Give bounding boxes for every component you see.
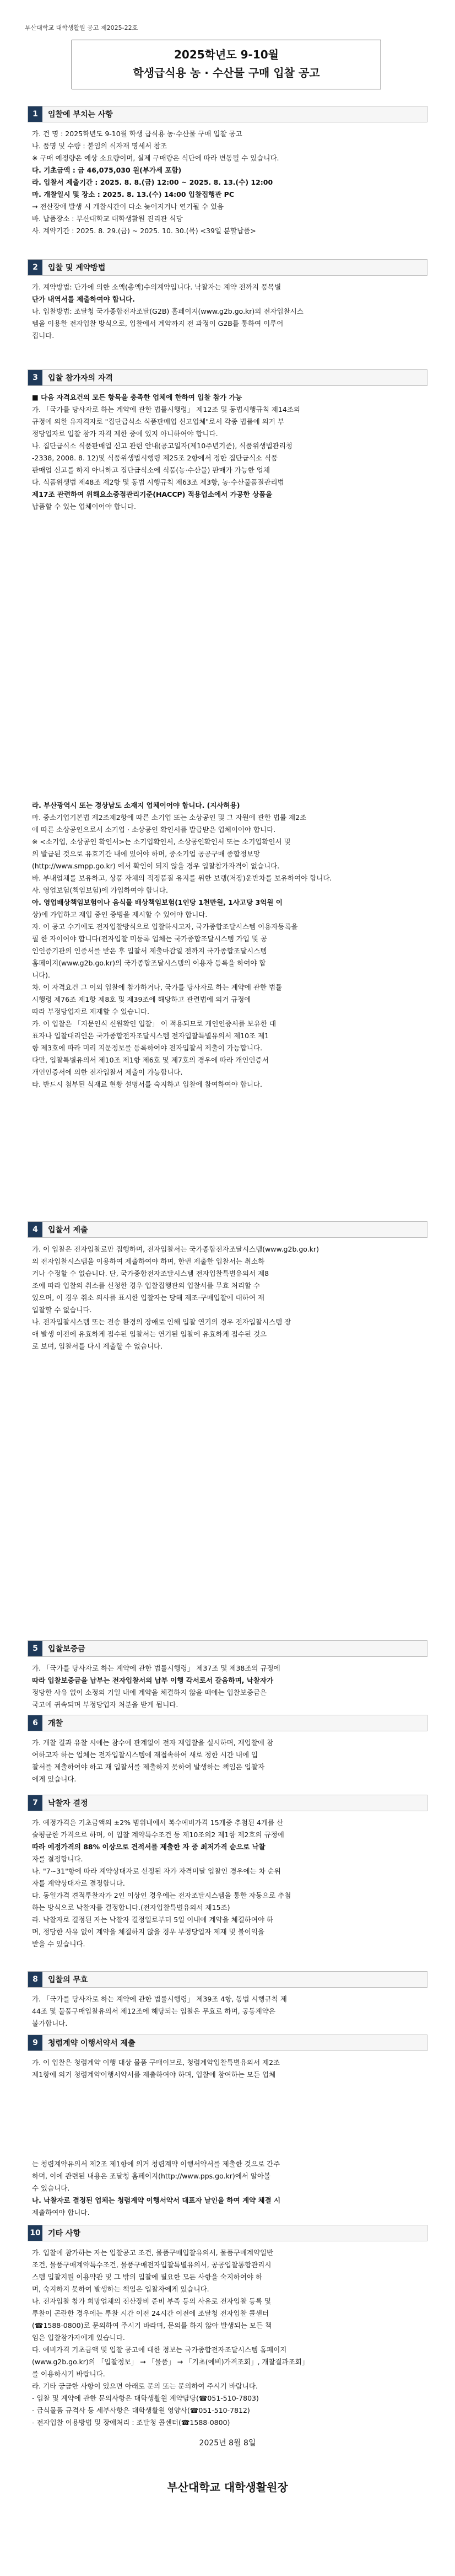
text-line: 는 청렴계약유의서 제2조 제1항에 의거 청렴계약 이행서약서를 제출한 것으로 간주 xyxy=(32,2160,280,2168)
text-line: 라. 기타 궁금한 사항이 있으면 아래로 문의 또는 문의하여 주시기 바랍니다. xyxy=(32,2382,258,2390)
text-line: 며, 숙지하지 못하여 발생하는 책임은 입찰자에게 있습니다. xyxy=(32,2285,209,2293)
section-number: 4 xyxy=(28,1222,42,1237)
text-line: 항 제3호에 따라 미리 지문정보를 등록하여야 전자입찰서 제출이 가능합니다. xyxy=(32,1044,263,1052)
text-line: 가. 개찰 결과 유찰 시에는 참수에 관계없이 전자 재입찰을 실시하며, 재입찰에 참 xyxy=(32,1738,274,1747)
blank-space xyxy=(32,513,427,799)
section-body xyxy=(28,1993,427,2030)
text-line: (☎1588-0800)로 문의하여 주시기 바라며, 문의를 하지 않아 발생되는 모든 책 xyxy=(32,2321,272,2330)
text-line: 홈페이지(www.g2b.go.kr)의 국가종합조달시스템의 이용자 등록을 하여야 합 xyxy=(32,959,266,967)
section-number: 8 xyxy=(28,1972,42,1987)
section-3 xyxy=(28,369,427,1091)
text-line: 찰서를 제출하여야 하고 재 입찰서를 제출하지 못하여 발생하는 책임은 입찰자 xyxy=(32,1763,265,1771)
text-line: 다. 예비가격 기초금액 및 입찰 공고에 대한 정보는 국가종합전자조달시스템 홈페이지 xyxy=(32,2346,287,2354)
section-body xyxy=(28,281,427,342)
text-line: 하는 방식으로 낙찰자를 결정합니다.(전자입찰특별유의서 제15조) xyxy=(32,1903,230,1912)
text-line: 상)에 가입하고 재입 중인 증빙을 제시할 수 있어야 합니다. xyxy=(32,910,208,919)
section-title: 청렴계약 이행서약서 제출 xyxy=(48,2039,136,2048)
section-title: 입찰에 부치는 사항 xyxy=(48,110,113,119)
text-line: 타. 반드시 첨부된 식재료 현황 설명서를 숙지하고 입찰에 참여하여야 합니다. xyxy=(32,1080,263,1088)
text-line: 단가 내역서를 제출하여야 합니다. xyxy=(32,295,135,303)
section-number: 10 xyxy=(28,2225,42,2241)
text-line: 마. 개찰일시 및 장소 : 2025. 8. 13.(수) 14:00 입찰집행관 PC xyxy=(32,190,234,198)
section-number: 6 xyxy=(28,1715,42,1731)
text-line: 표자나 입찰대리인은 국가종합전자조달시스템 전자입찰특별유의서 제10조 제1 xyxy=(32,1032,269,1040)
section-7 xyxy=(28,1795,427,1950)
section-number: 3 xyxy=(28,370,42,385)
text-line: 템을 이용한 전자입찰 방식으로, 입찰에서 계약까지 전 과정이 G2B를 통하여 이루어 xyxy=(32,319,284,328)
text-line: 나. 전자입찰시스템 또는 전송 환경의 장애로 인해 입찰 연기의 경우 전자입찰시스템 장 xyxy=(32,1318,291,1326)
text-line: 며, 정당한 사유 없이 계약을 체결하지 않을 경우 부정당업자 제재 및 불이익을 xyxy=(32,1928,265,1936)
text-line: 의 발급된 것으로 유효기간 내에 있어야 하며, 중소기업 공공구매 종합정보망 xyxy=(32,850,261,858)
text-line: 44조 및 물품구매입찰유의서 제12조에 해당되는 입찰은 무효로 하며, 공동계약은 xyxy=(32,2007,275,2015)
text-line: 가. 입찰에 참가하는 자는 입찰공고 조건, 물품구매입찰유의서, 물품구매계약일반 xyxy=(32,2248,274,2257)
section-header xyxy=(28,369,427,386)
text-line: 여하고자 하는 업체는 전자입찰시스템에 재접속하여 새로 정한 시간 내에 입 xyxy=(32,1751,258,1759)
text-line: 다만, 입찰특별유의서 제10조 제1항 제6호 및 제7호의 경우에 따라 개인인증서 xyxy=(32,1056,269,1064)
text-line: 불가합니다. xyxy=(32,2019,68,2027)
text-line: 있으며, 이 경우 취소 의사를 표시한 입찰자는 당해 제조·구매입찰에 대하여 재 xyxy=(32,1294,265,1302)
text-line: 집니다. xyxy=(32,331,55,340)
section-title: 낙찰자 결정 xyxy=(48,1799,88,1808)
section-header xyxy=(28,106,427,122)
text-line: 가. 이 입찰은 청렴계약 이행 대상 물품 구매이므로, 청렴계약입찰특별유의서 제2조 xyxy=(32,2058,280,2067)
section-header xyxy=(28,1640,427,1657)
text-line: 임은 입찰참가자에게 있습니다. xyxy=(32,2333,125,2342)
section-title: 기타 사항 xyxy=(48,2229,80,2238)
text-line: 마. 중소기업기본법 제2조제2항에 따른 소기업 또는 소상공인 및 그 자원에 관한 법률 제2조 xyxy=(32,813,307,822)
section-body xyxy=(28,1737,427,1785)
section-title: 입찰보증금 xyxy=(48,1645,85,1654)
text-line: 제출하여야 합니다. xyxy=(32,2208,90,2217)
section-body xyxy=(28,2057,427,2219)
title-box xyxy=(72,40,381,89)
text-line: 하며, 이에 관련된 내용은 조달청 홈페이지(http://www.pps.go.kr)에서 알아볼 xyxy=(32,2172,271,2180)
text-line: 제17조 관련하여 위해요소중점관리기준(HACCP) 적용업소에서 가공한 상품을 xyxy=(32,490,273,498)
section-10 xyxy=(28,2225,427,2429)
text-line: ※ 구매 예정량은 예상 소요량이며, 실제 구매량은 식단에 따라 변동될 수 있습니다. xyxy=(32,154,279,162)
section-header xyxy=(28,1971,427,1988)
section-header xyxy=(28,2035,427,2051)
text-line: 에 따른 소상공인으로서 소기업 · 소상공인 확인서를 발급받은 업체이어야 합니다. xyxy=(32,825,276,834)
text-line: 사. 계약기간 : 2025. 8. 29.(금) ~ 2025. 10. 30.(목) <39일 분할납품> xyxy=(32,227,256,235)
section-6 xyxy=(28,1715,427,1785)
notice-date: 2025년 8월 8일 xyxy=(199,2439,256,2448)
text-line: 규정에 의한 유자격자로 "집단급식소 식품판매업 신고업체"로서 각종 법률에 의거 부 xyxy=(32,417,284,426)
text-line: 나. 집단급식소 식품판매업 신고 관련 안내(공고일자(제10주년기준), 식품위생법관리청 xyxy=(32,442,292,450)
section-header xyxy=(28,2225,427,2241)
text-line: 조에 따라 입찰의 취소를 신청한 경우 입찰집행관의 입찰서를 무효 처리할 수 xyxy=(32,1281,261,1290)
section-9 xyxy=(28,2035,427,2219)
text-line: 나. "7~31"항에 따라 계약상대자로 선정된 자가 자격미달 입찰인 경우에는 차 순위 xyxy=(32,1867,281,1875)
text-line: 라. 입찰서 제출기간 : 2025. 8. 8.(금) 12:00 ~ 2025. 8. 13.(수) 12:00 xyxy=(32,178,273,186)
text-line: 다. 동일가격 견적투찰자가 2인 이상인 경우에는 전자조달시스템을 통한 자동으로 추첨 xyxy=(32,1891,291,1899)
text-line: 다. 식품위생법 제48조 제2항 및 동법 시행규칙 제63조 제3항, 농·수산물품질관리법 xyxy=(32,478,284,486)
text-line: 를 이용하시기 바랍니다. xyxy=(32,2370,105,2378)
section-header xyxy=(28,1221,427,1238)
text-line: 나. 품명 및 수량 : 붙임의 식자재 명세서 참조 xyxy=(32,142,167,150)
text-line: 납품할 수 있는 업체이어야 합니다. xyxy=(32,502,136,511)
text-line: 인인증기관의 인증서를 받은 후 입찰서 제출마감일 전까지 국가종합조달시스템 xyxy=(32,947,267,955)
section-title: 입찰서 제출 xyxy=(48,1226,88,1235)
text-line: 제1항에 의거 청렴계약이행서약서를 제출하여야 하며, 입찰에 참여하는 모든 업체 xyxy=(32,2070,276,2079)
text-line: 가. 「국가를 당사자로 하는 계약에 관한 법률시행령」 제39조 4항, 동법 시행규칙 제 xyxy=(32,1995,287,2003)
section-header xyxy=(28,1715,427,1731)
section-body xyxy=(28,2247,427,2429)
text-line: 에게 있습니다. xyxy=(32,1775,77,1783)
text-line: 바. 납품장소 : 부산대학교 대학생활원 진리관 식당 xyxy=(32,214,183,223)
text-line: 가. 이 입찰은 전자입찰로만 집행하며, 전자입찰서는 국가종합전자조달시스템(www.g2b.go.kr) xyxy=(32,1245,319,1253)
section-number: 2 xyxy=(28,260,42,275)
section-2 xyxy=(28,259,427,342)
text-line: 바. 부내업체를 보유하고, 상품 자체의 적정품질 유지를 위한 보랭(저장)운반차를 보유하여야 합니다. xyxy=(32,874,332,882)
text-line: ■ 다음 자격요건의 모든 항목을 충족한 업체에 한하여 입찰 참가 가능 xyxy=(32,393,242,401)
text-line: 국고에 귀속되며 부정당업자 처분을 받게 됩니다. xyxy=(32,1700,178,1709)
text-line: 필 한 자이어야 합니다(전자입찰 미등록 업체는 국가종합조달시스템 가입 및 공 xyxy=(32,935,268,943)
title-line-1: 2025학년도 9-10월 xyxy=(174,48,279,61)
text-line: (www.g2b.go.kr)의 「입찰정보」 → 「물품」 → 「기초(예비)가격조회」, 개찰결과조회」 xyxy=(32,2358,309,2366)
text-line: 가. 계약방법: 단가에 의한 소액(총액)수의계약입니다. 낙찰자는 계약 전까지 품목별 xyxy=(32,283,281,291)
text-line: 가. 예정가격은 기초금액의 ±2% 범위내에서 복수예비가격 15개중 추첨된 4개를 산 xyxy=(32,1818,284,1827)
section-title: 입찰 및 계약방법 xyxy=(48,264,106,272)
text-line: 라. 낙찰자로 결정된 자는 낙찰자 결정일로부터 5일 이내에 계약을 체결하여야 하 xyxy=(32,1915,274,1924)
section-body xyxy=(28,128,427,237)
text-line: 사. 영업보험(책임보험)에 가입하여야 합니다. xyxy=(32,886,168,894)
text-line: - 급식물품 규격사 등 세부사항은 대학생활원 영양사(☎051-510-7812) xyxy=(32,2406,250,2414)
text-line: 나. 낙찰자로 결정된 업체는 청렴계약 이행서약서 대표자 날인을 하여 계약 체결 시 xyxy=(32,2196,281,2204)
text-line: 투찰이 곤란한 경우에는 투찰 시간 이전 24시간 이전에 조달청 전자입찰 콜센터 xyxy=(32,2309,269,2317)
section-header xyxy=(28,1795,427,1811)
section-title: 개찰 xyxy=(48,1719,63,1728)
text-line: - 전자입찰 이용방법 및 장애처리 : 조달청 콜센터(☎1588-0800) xyxy=(32,2418,230,2427)
section-body xyxy=(28,1243,427,1353)
text-line: 받을 수 있습니다. xyxy=(32,1940,85,1948)
text-line: 입찰할 수 없습니다. xyxy=(32,1306,92,1314)
signer: 부산대학교 대학생활원장 xyxy=(167,2481,288,2494)
section-number: 7 xyxy=(28,1795,42,1811)
section-body xyxy=(28,1817,427,1950)
text-line: - 입찰 및 계약에 관한 문의사항은 대학생활원 계약담당(☎051-510-7803) xyxy=(32,2394,259,2402)
section-5 xyxy=(28,1640,427,1711)
text-line: 카. 이 입찰은 「지문인식 신원확인 입찰」 이 적용되므로 개인인증서를 보유한 대 xyxy=(32,1019,277,1028)
text-line: 차. 이 자격요건 그 이외 입찰에 참가하거나, 국가를 당사자로 하는 계약에 관한 법률 xyxy=(32,983,283,991)
text-line: 라. 부산광역시 또는 경상남도 소재지 업체이어야 합니다. (지사허용) xyxy=(32,801,240,809)
text-line: 정당한 사유 없이 소정의 기일 내에 계약을 체결하지 않을 때에는 입찰보증금은 xyxy=(32,1688,267,1697)
text-line: 거나 수정할 수 없습니다. 단, 국가종합전자조달시스템 전자입찰특별유의서 제8 xyxy=(32,1269,269,1278)
text-line: → 전산장애 발생 시 개찰시간이 다소 늦어지거나 연기될 수 있음 xyxy=(32,202,224,211)
text-line: 애 발생 이전에 유효하게 접수된 입찰서는 연기된 입찰에 유효하게 접수된 것으 xyxy=(32,1330,267,1338)
section-title: 입찰의 무효 xyxy=(48,1976,88,1984)
text-line: 아. 영업배상책임보험이나 음식물 배상책임보험(1인당 1천만원, 1사고당 3억원 이 xyxy=(32,898,283,906)
text-line: (http://www.smpp.go.kr) 에서 확인이 되지 않을 경우 입찰참가자격이 없습니다. xyxy=(32,862,280,870)
text-line: 따라 입찰보증금을 납부는 전자입찰서의 납부 이행 각서로서 갈음하며, 낙찰자가 xyxy=(32,1676,274,1684)
blank-space xyxy=(32,2081,427,2158)
text-line: 의 전자입찰시스템을 이용하여 제출하여야 하며, 한번 제출한 입찰서는 취소하 xyxy=(32,1257,265,1265)
section-number: 5 xyxy=(28,1641,42,1656)
text-line: 자를 계약상대자로 결정합니다. xyxy=(32,1879,125,1887)
text-line: 가. 건 명 : 2025학년도 9-10월 학생 급식용 농·수산물 구매 입찰 공고 xyxy=(32,130,242,138)
section-header xyxy=(28,259,427,276)
text-line: 자. 이 공고 수기에도 전자입찰방식으로 입찰하시고자, 국가종합조달시스템 이용자등록을 xyxy=(32,922,298,931)
text-line: 로 보며, 입찰서를 다시 제출할 수 없습니다. xyxy=(32,1342,163,1350)
section-number: 9 xyxy=(28,2035,42,2051)
text-line: 조건, 물품구매계약특수조건, 물품구매전자입찰특별유의서, 공공입찰통합관리시 xyxy=(32,2261,272,2269)
section-body xyxy=(28,391,427,1091)
text-line: 정당업자로 입찰 참가 자격 제한 중에 있지 아니하여야 합니다. xyxy=(32,430,218,438)
section-number: 1 xyxy=(28,106,42,122)
notice-number: 부산대학교 대학생활원 공고 제2025-22호 xyxy=(25,24,138,31)
section-body xyxy=(28,1662,427,1711)
section-4 xyxy=(28,1221,427,1353)
text-line: 다. 기초금액 : 금 46,075,030 원(부가세 포함) xyxy=(32,166,182,174)
text-line: ※ <소기업, 소상공인 확인서>는 소기업확인서, 소상공인확인서 또는 소기업확인서 및 xyxy=(32,838,291,846)
text-line: 개인인증서에 의한 전자입찰서 제출이 가능합니다. xyxy=(32,1068,183,1076)
text-line: 따라 부정당업자로 제재할 수 있습니다. xyxy=(32,1007,150,1016)
text-line: 술평균한 가격으로 하며, 이 입찰 계약특수조건 등 제10조의2 제1항 제2호의 규정에 xyxy=(32,1831,284,1839)
text-line: 나. 전자입찰 참가 희망업체의 전산장비 준비 부족 등의 사유로 전자입찰 등록 및 xyxy=(32,2297,272,2305)
text-line: 시행령 제76조 제1항 제8호 및 제39조에 해당하고 관련법에 의거 규정에 xyxy=(32,995,251,1003)
text-line: 가. 「국가를 당사자로 하는 계약에 관한 법률시행령」 제12조 및 동법시행규칙 제14조의 xyxy=(32,405,300,414)
section-1 xyxy=(28,106,427,237)
title-line-2: 학생급식용 농 · 수산물 구매 입찰 공고 xyxy=(133,66,320,79)
text-line: 자를 결정합니다. xyxy=(32,1855,83,1863)
section-title: 입찰 참가자의 자격 xyxy=(48,374,113,383)
text-line: 니다). xyxy=(32,971,51,979)
text-line: 나. 입찰방법: 조달청 국가종합전자조달(G2B) 홈페이지(www.g2b.go.kr)의 전자입찰시스 xyxy=(32,307,304,315)
text-line: 판매업 신고를 하지 아니하고 집단급식소에 식품(농·수산물) 판매가 가능한 업체 xyxy=(32,466,270,474)
text-line: -2338, 2008. 8. 12)및 식품위생법시행령 제25조 2항에서 정한 집단급식소 식품 xyxy=(32,454,278,462)
section-8 xyxy=(28,1971,427,2030)
text-line: 스템 입찰지원 이용약관 및 그 밖의 입찰에 필요한 모든 사항을 숙지하여야 하 xyxy=(32,2273,263,2281)
text-line: 수 있습니다. xyxy=(32,2184,70,2192)
text-line: 따라 예정가격의 88% 이상으로 견적서를 제출한 자 중 최저가격 순으로 낙찰 xyxy=(32,1843,266,1851)
text-line: 가. 「국가를 당사자로 하는 계약에 관한 법률시행령」 제37조 및 제38조의 규정에 xyxy=(32,1664,280,1672)
